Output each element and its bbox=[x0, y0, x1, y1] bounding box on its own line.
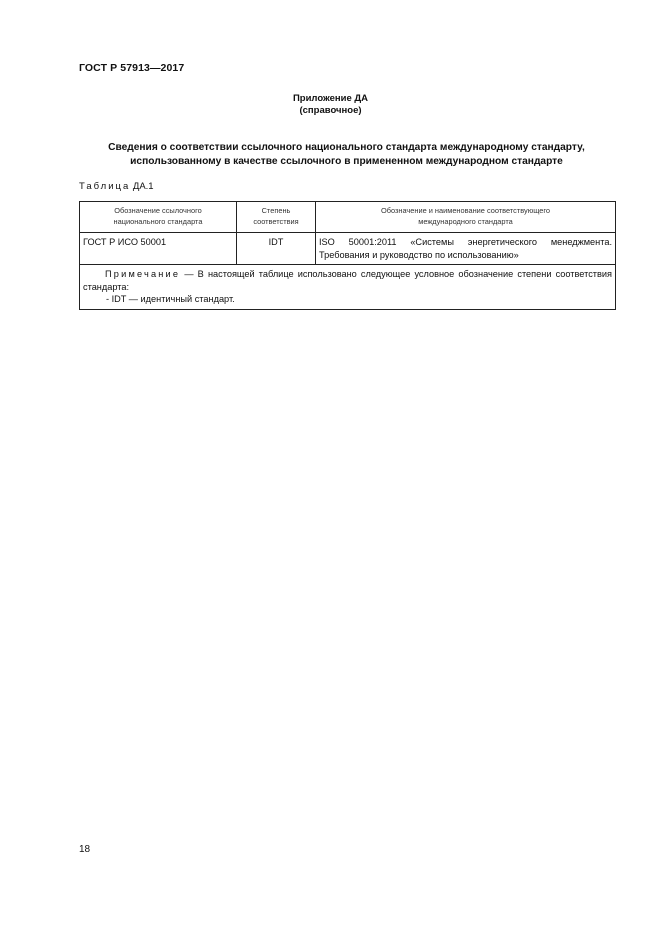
table-note-row bbox=[80, 265, 616, 310]
header-international-line-1: Обозначение и наименование соответствующего bbox=[380, 206, 551, 215]
header-international-standard bbox=[316, 202, 616, 233]
note-paragraph bbox=[83, 268, 612, 293]
table-row bbox=[80, 233, 616, 265]
note-text: — В настоящей таблице использовано следующее условное обозначение степени соответствия стандарта: bbox=[83, 269, 612, 292]
header-national-line-2: национального стандарта bbox=[113, 216, 203, 226]
table-caption bbox=[79, 181, 154, 192]
section-title-line-1: Сведения о соответствии ссылочного национального стандарта международному стандарту, bbox=[108, 142, 585, 153]
header-national-line-1: Обозначение ссылочного bbox=[114, 206, 202, 215]
table-caption-number: ДА.1 bbox=[132, 181, 154, 192]
annex-heading bbox=[0, 93, 661, 117]
header-degree bbox=[237, 202, 316, 233]
cell-international-standard: ISO 50001:2011 «Системы энергетического менеджмента. Требования и руководство по использованию» bbox=[316, 233, 616, 265]
section-title-line-2: использованному в качестве ссылочного в примененном международном стандарте bbox=[130, 156, 563, 167]
table-caption-label: Таблица bbox=[79, 181, 131, 192]
table-note bbox=[80, 265, 616, 310]
note-label: Примечание bbox=[105, 269, 181, 279]
cell-degree: IDT bbox=[237, 233, 316, 265]
header-degree-line-2: соответствия bbox=[253, 216, 299, 226]
document-code: ГОСТ Р 57913—2017 bbox=[79, 62, 185, 74]
header-national-standard bbox=[80, 202, 237, 233]
section-title bbox=[79, 141, 614, 169]
table-header-row bbox=[80, 202, 616, 233]
correspondence-table bbox=[79, 201, 616, 310]
cell-national-standard: ГОСТ Р ИСО 50001 bbox=[80, 233, 237, 265]
page-number: 18 bbox=[79, 844, 91, 855]
annex-status: (справочное) bbox=[299, 105, 362, 116]
annex-title: Приложение ДА bbox=[292, 93, 369, 104]
header-international-line-2: международного стандарта bbox=[418, 216, 513, 226]
note-list-item: - IDT — идентичный стандарт. bbox=[106, 294, 235, 304]
header-degree-line-1: Степень bbox=[261, 206, 291, 215]
